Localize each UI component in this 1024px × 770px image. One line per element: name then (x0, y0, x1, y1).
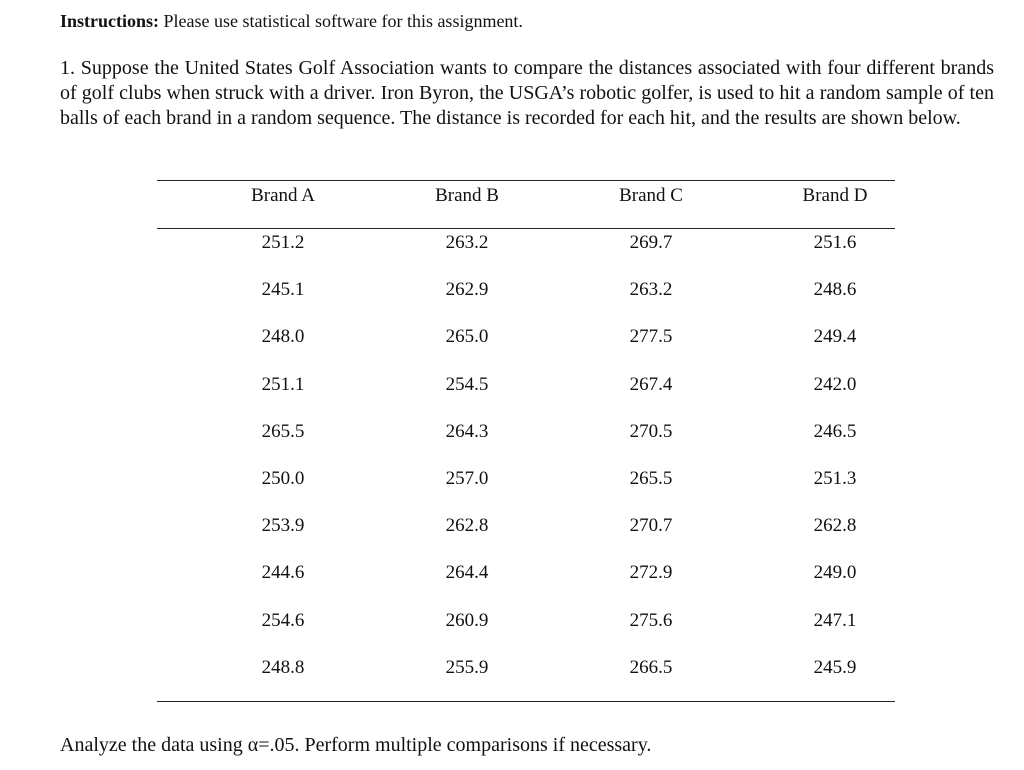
table-cell: 248.0 (261, 326, 305, 347)
table-cell: 255.9 (445, 657, 489, 678)
table-cell: 277.5 (629, 326, 673, 347)
table-bottom-rule (157, 701, 895, 702)
table-cell: 246.5 (813, 421, 857, 442)
instructions-label: Instructions: (60, 11, 160, 31)
table-cell: 248.6 (813, 279, 857, 300)
table-cell: 265.5 (261, 421, 305, 442)
table-cell: 249.0 (813, 562, 857, 583)
column-header: Brand D (802, 185, 868, 206)
analysis-instruction: Analyze the data using α=.05. Perform multiple comparisons if necessary. (60, 734, 652, 756)
table-cell: 262.8 (813, 515, 857, 536)
table-cell: 266.5 (629, 657, 673, 678)
column-header: Brand C (619, 185, 683, 206)
column-header: Brand B (435, 185, 499, 206)
table-cell: 251.1 (261, 374, 305, 395)
instructions-text: Please use statistical software for this assignment. (159, 11, 523, 31)
table-cell: 263.2 (629, 279, 673, 300)
table-cell: 247.1 (813, 610, 857, 631)
column-header: Brand A (251, 185, 315, 206)
question-text: 1. Suppose the United States Golf Association wants to compare the distances associated with four different brands of golf clubs when struck with a driver. Iron Byron, the USGA’s robotic golfer, is used to hit a random sample of ten balls of each brand in a random sequence. The distance is recorded for each hit, and the results are shown below. (60, 57, 994, 129)
table-cell: 251.2 (261, 232, 305, 253)
table-cell: 275.6 (629, 610, 673, 631)
table-cell: 253.9 (261, 515, 305, 536)
table-cell: 254.5 (445, 374, 489, 395)
instructions-line (60, 8, 523, 34)
table-cell: 245.1 (261, 279, 305, 300)
table-cell: 244.6 (261, 562, 305, 583)
table-cell: 257.0 (445, 468, 489, 489)
table-cell: 245.9 (813, 657, 857, 678)
table-cell: 251.3 (813, 468, 857, 489)
table-cell: 262.9 (445, 279, 489, 300)
table-cell: 250.0 (261, 468, 305, 489)
table-cell: 272.9 (629, 562, 673, 583)
table-cell: 270.5 (629, 421, 673, 442)
table-cell: 265.0 (445, 326, 489, 347)
table-cell: 254.6 (261, 610, 305, 631)
table-cell: 264.4 (445, 562, 489, 583)
table-cell: 242.0 (813, 374, 857, 395)
table-cell: 248.8 (261, 657, 305, 678)
table-cell: 267.4 (629, 374, 673, 395)
table-top-rule (157, 180, 895, 181)
table-cell: 262.8 (445, 515, 489, 536)
table-cell: 264.3 (445, 421, 489, 442)
table-cell: 265.5 (629, 468, 673, 489)
table-cell: 269.7 (629, 232, 673, 253)
table-cell: 263.2 (445, 232, 489, 253)
table-header-rule (157, 228, 895, 229)
table-cell: 260.9 (445, 610, 489, 631)
table-cell: 270.7 (629, 515, 673, 536)
table-cell: 249.4 (813, 326, 857, 347)
table-cell: 251.6 (813, 232, 857, 253)
